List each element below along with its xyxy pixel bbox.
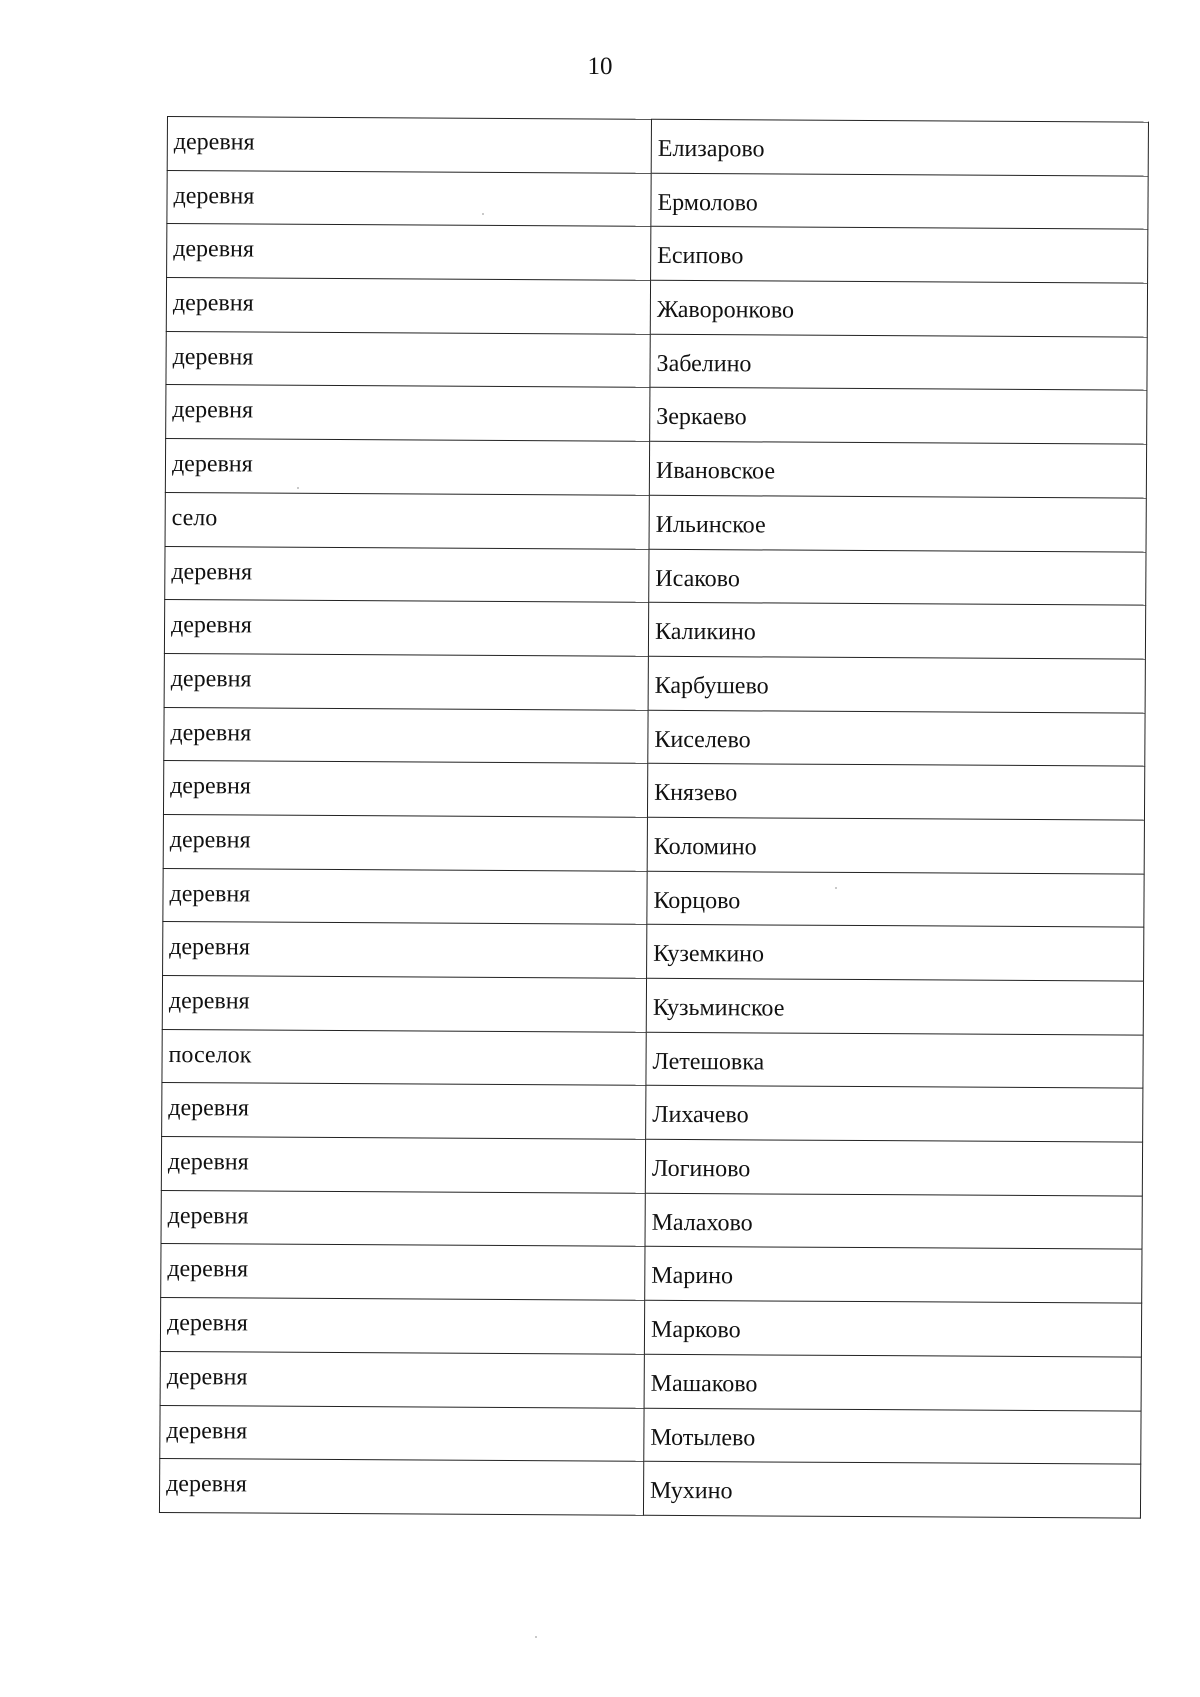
settlement-name-cell: Киселево xyxy=(648,710,1145,767)
table-row xyxy=(162,975,1143,1034)
table-row xyxy=(162,1029,1143,1088)
settlement-name-cell: Логиново xyxy=(645,1139,1142,1196)
table-row xyxy=(164,707,1145,766)
table-row xyxy=(161,1137,1142,1196)
table-row xyxy=(160,1298,1141,1357)
table-row xyxy=(163,922,1144,981)
settlement-name-cell: Каликино xyxy=(648,602,1145,659)
table-row xyxy=(167,170,1148,229)
settlements-table-body xyxy=(159,117,1148,1519)
settlement-name-cell: Марково xyxy=(644,1300,1141,1357)
settlement-type-cell: деревня xyxy=(161,1244,645,1300)
settlement-name-cell: Забелино xyxy=(650,334,1147,391)
settlement-type-cell: деревня xyxy=(161,1137,645,1193)
table-row xyxy=(167,117,1148,176)
table-row xyxy=(161,1190,1142,1249)
settlement-type-cell: деревня xyxy=(163,761,647,817)
table-row xyxy=(159,1459,1140,1518)
table-row xyxy=(160,1405,1141,1464)
settlement-name-cell: Карбушево xyxy=(648,656,1145,713)
table-row xyxy=(165,546,1146,605)
table-row xyxy=(163,761,1144,820)
table-row xyxy=(164,653,1145,712)
settlement-name-cell: Коломино xyxy=(647,817,1144,874)
scan-speck xyxy=(482,213,484,215)
settlement-type-cell: деревня xyxy=(163,922,647,978)
settlement-type-cell: деревня xyxy=(163,868,647,924)
table-row xyxy=(166,331,1147,390)
settlement-type-cell: деревня xyxy=(166,385,650,441)
table-row xyxy=(161,1244,1142,1303)
settlement-name-cell: Елизарово xyxy=(651,119,1148,176)
settlement-type-cell: деревня xyxy=(161,1190,645,1246)
settlement-type-cell: поселок xyxy=(162,1029,646,1085)
settlement-type-cell: деревня xyxy=(162,1083,646,1139)
page-number: 10 xyxy=(587,53,613,80)
table-row xyxy=(165,492,1146,551)
settlement-name-cell: Марино xyxy=(645,1247,1142,1304)
settlement-type-cell: село xyxy=(165,492,649,548)
settlement-name-cell: Ивановское xyxy=(649,441,1146,498)
settlement-type-cell: деревня xyxy=(159,1459,643,1515)
settlement-name-cell: Есипово xyxy=(651,227,1148,284)
settlement-name-cell: Жаворонково xyxy=(650,280,1147,337)
settlement-name-cell: Корцово xyxy=(647,871,1144,928)
settlement-name-cell: Исаково xyxy=(649,549,1146,606)
settlement-name-cell: Лихачево xyxy=(646,1086,1143,1143)
settlements-table xyxy=(159,116,1149,1519)
settlement-name-cell: Мотылево xyxy=(644,1408,1141,1465)
settlement-name-cell: Кузьминское xyxy=(646,978,1143,1035)
settlement-type-cell: деревня xyxy=(167,170,651,226)
settlement-type-cell: деревня xyxy=(163,814,647,870)
settlement-name-cell: Ермолово xyxy=(651,173,1148,230)
settlement-type-cell: деревня xyxy=(165,439,649,495)
settlement-name-cell: Ильинское xyxy=(649,495,1146,552)
settlement-type-cell: деревня xyxy=(160,1405,644,1461)
settlement-type-cell: деревня xyxy=(166,278,650,334)
settlement-type-cell: деревня xyxy=(164,653,648,709)
settlement-type-cell: деревня xyxy=(164,707,648,763)
table-row xyxy=(167,224,1148,283)
table-row xyxy=(162,1083,1143,1142)
settlement-type-cell: деревня xyxy=(164,600,648,656)
scan-speck xyxy=(535,1636,537,1638)
settlement-type-cell: деревня xyxy=(167,117,651,173)
table-row xyxy=(165,439,1146,498)
settlement-type-cell: деревня xyxy=(162,975,646,1031)
settlement-name-cell: Летешовка xyxy=(646,1032,1143,1089)
scan-speck xyxy=(297,487,299,489)
table-row xyxy=(163,868,1144,927)
settlement-type-cell: деревня xyxy=(165,546,649,602)
settlement-name-cell: Куземкино xyxy=(647,925,1144,982)
settlement-type-cell: деревня xyxy=(160,1298,644,1354)
settlement-type-cell: деревня xyxy=(160,1351,644,1407)
settlement-type-cell: деревня xyxy=(167,224,651,280)
table-row xyxy=(166,278,1147,337)
settlement-type-cell: деревня xyxy=(166,331,650,387)
scan-speck xyxy=(835,887,837,889)
table-row xyxy=(166,385,1147,444)
table-row xyxy=(164,600,1145,659)
settlement-name-cell: Мухино xyxy=(643,1461,1140,1518)
table-row xyxy=(160,1351,1141,1410)
settlement-name-cell: Зеркаево xyxy=(650,388,1147,445)
settlement-name-cell: Князево xyxy=(647,764,1144,821)
settlement-name-cell: Малахово xyxy=(645,1193,1142,1250)
table-row xyxy=(163,814,1144,873)
settlement-name-cell: Машаково xyxy=(644,1354,1141,1411)
